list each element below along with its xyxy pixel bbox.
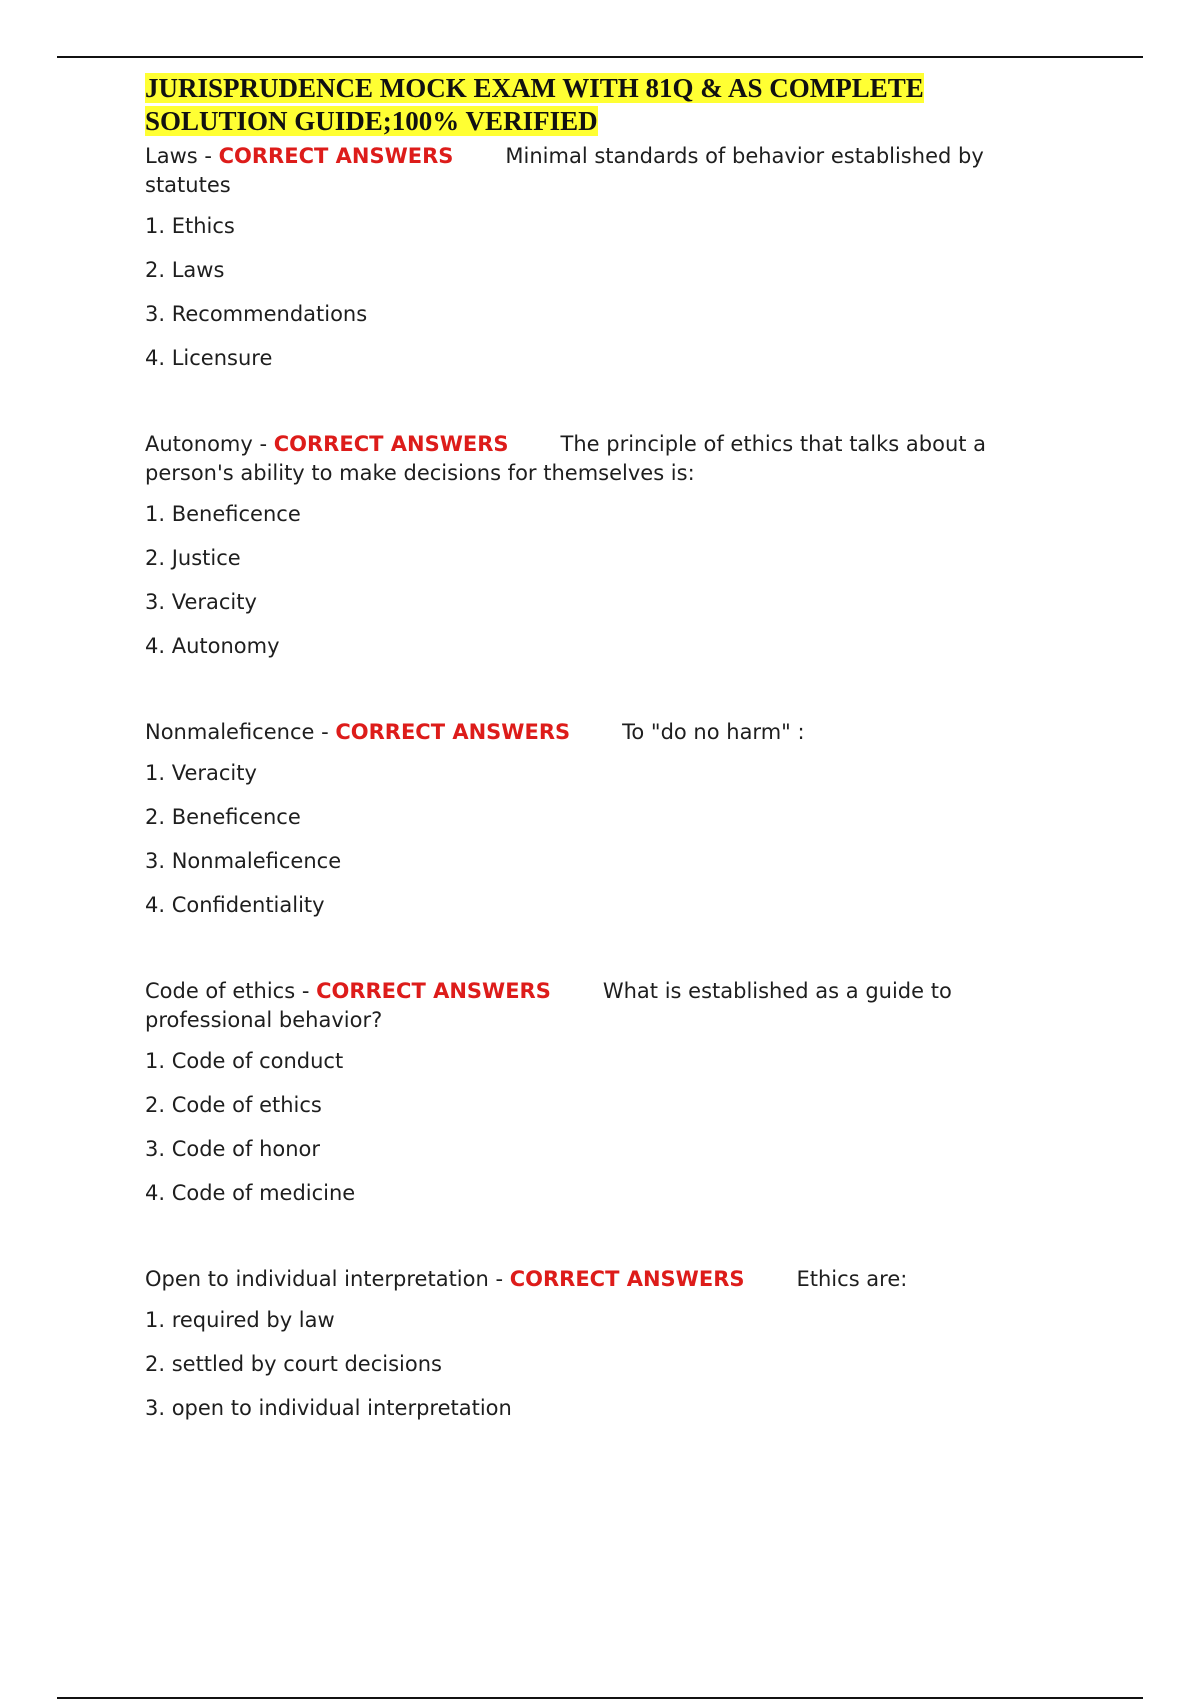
spacer <box>145 935 1055 977</box>
correct-answers-label: CORRECT ANSWERS <box>316 979 551 1003</box>
question-answer: Nonmaleficence <box>145 720 315 744</box>
question-answer: Autonomy <box>145 432 253 456</box>
choice-item: 3. Code of honor <box>145 1137 321 1161</box>
choice-item: 2. Laws <box>145 258 225 282</box>
question-prompt: Minimal standards of behavior established by statutes <box>145 144 984 197</box>
correct-answers-label: CORRECT ANSWERS <box>335 720 571 744</box>
question-answer: Laws <box>145 144 198 168</box>
question-block <box>145 142 1055 373</box>
question-block <box>145 977 1055 1208</box>
correct-answers-label: CORRECT ANSWERS <box>273 432 509 456</box>
question-line: Code of ethics - CORRECT ANSWERS What is established as a guide to professional behavior? <box>145 979 952 1032</box>
choice-item: 4. Licensure <box>145 346 273 370</box>
document-body <box>145 72 1055 1438</box>
choice-item: 1. Beneficence <box>145 502 301 526</box>
question-answer: Open to individual interpretation <box>145 1267 489 1291</box>
choice-item: 2. Justice <box>145 546 241 570</box>
choice-item: 2. Code of ethics <box>145 1093 322 1117</box>
question-line: Nonmaleficence - CORRECT ANSWERS To "do no harm" : <box>145 720 805 744</box>
choice-item: 2. Beneficence <box>145 805 301 829</box>
choice-item: 1. Code of conduct <box>145 1049 344 1073</box>
choice-list <box>145 212 1055 373</box>
choice-item: 1. required by law <box>145 1308 335 1332</box>
choice-list <box>145 1306 1055 1423</box>
question-prompt: The principle of ethics that talks about a person's ability to make decisions for themselves is: <box>145 432 987 485</box>
spacer <box>145 1223 1055 1265</box>
question-block <box>145 1265 1055 1423</box>
question-line: Autonomy - CORRECT ANSWERS The principle of ethics that talks about a person's ability to make decisions for themselves is: <box>145 432 987 485</box>
spacer <box>145 388 1055 430</box>
choice-item: 2. settled by court decisions <box>145 1352 442 1376</box>
bottom-rule <box>57 1697 1143 1699</box>
choice-item: 1. Ethics <box>145 214 235 238</box>
correct-answers-label: CORRECT ANSWERS <box>218 144 454 168</box>
title-line-1: JURISPRUDENCE MOCK EXAM WITH 81Q & AS COMPLETE <box>145 73 924 103</box>
question-answer: Code of ethics <box>145 979 296 1003</box>
choice-item: 4. Confidentiality <box>145 893 325 917</box>
choice-list <box>145 1047 1055 1208</box>
top-rule <box>57 56 1143 58</box>
question-prompt: To "do no harm" : <box>622 720 805 744</box>
choice-item: 3. Recommendations <box>145 302 368 326</box>
question-prompt: Ethics are: <box>796 1267 908 1291</box>
document-title <box>145 72 1055 138</box>
choice-item: 3. Nonmaleficence <box>145 849 342 873</box>
correct-answers-label: CORRECT ANSWERS <box>509 1267 745 1291</box>
spacer <box>145 676 1055 718</box>
question-line: Open to individual interpretation - CORRECT ANSWERS Ethics are: <box>145 1267 908 1291</box>
question-line: Laws - CORRECT ANSWERS Minimal standards of behavior established by statutes <box>145 144 984 197</box>
choice-list <box>145 759 1055 920</box>
choice-item: 4. Code of medicine <box>145 1181 356 1205</box>
choice-item: 1. Veracity <box>145 761 257 785</box>
choice-item: 3. Veracity <box>145 590 257 614</box>
question-block <box>145 430 1055 661</box>
question-prompt: What is established as a guide to professional behavior? <box>145 979 952 1032</box>
title-line-2: SOLUTION GUIDE;100% VERIFIED <box>145 106 598 136</box>
question-block <box>145 718 1055 920</box>
choice-list <box>145 500 1055 661</box>
choice-item: 3. open to individual interpretation <box>145 1396 512 1420</box>
choice-item: 4. Autonomy <box>145 634 280 658</box>
